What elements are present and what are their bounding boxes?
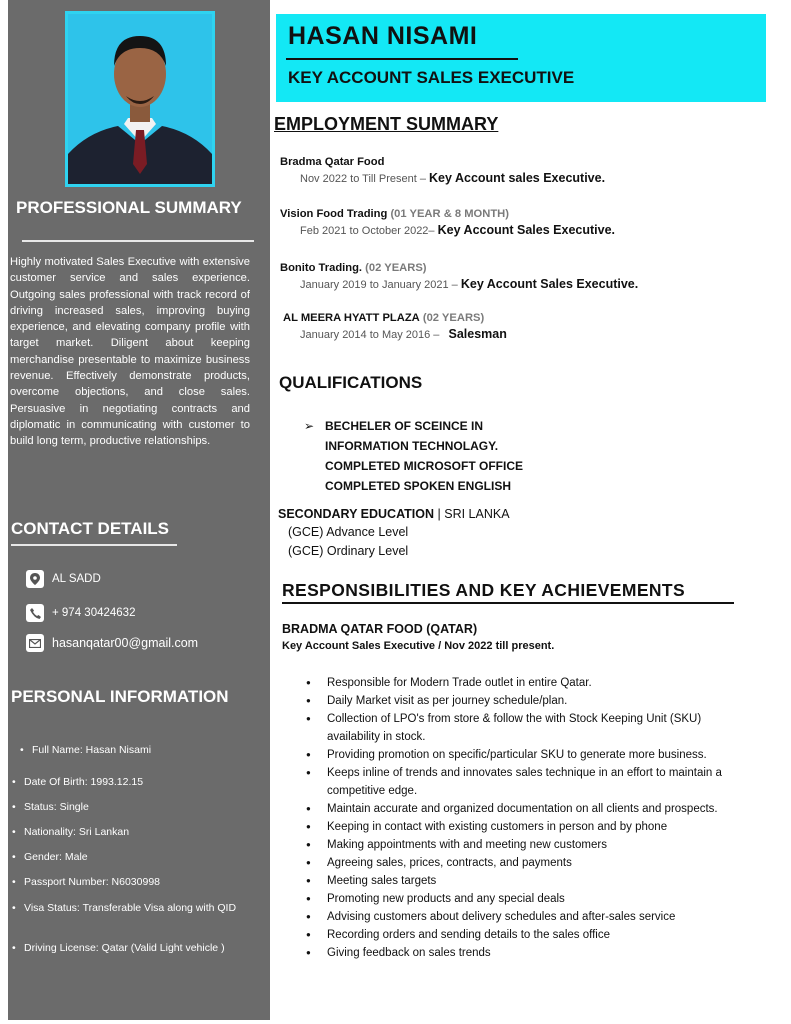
name-header	[276, 14, 766, 102]
list-item: ● Collection of LPO's from store & follow the with Stock Keeping Unit (SKU) availability in stock.	[306, 710, 756, 746]
list-item: ● Promoting new products and any special deals	[306, 890, 756, 908]
job-company: Vision Food Trading	[280, 208, 388, 220]
list-item: ● Giving feedback on sales trends	[306, 944, 756, 962]
phone-icon	[26, 604, 44, 622]
qualification-item: INFORMATION TECHNOLAGY.	[325, 439, 499, 453]
job-entry	[283, 312, 507, 341]
contact-location-text: AL SADD	[52, 573, 101, 585]
envelope-icon	[26, 634, 44, 652]
job-role: Key Account Sales Executive.	[460, 277, 639, 291]
responsibilities-divider	[282, 602, 734, 604]
personal-item: • Date Of Birth: 1993.12.15	[10, 776, 254, 788]
personal-heading: PERSONAL INFORMATION	[11, 687, 229, 706]
job-duration: (02 YEARS)	[422, 312, 485, 324]
secondary-label: SECONDARY EDUCATION	[278, 507, 435, 521]
job-dates: Nov 2022 to Till Present –	[300, 173, 426, 185]
employment-heading: EMPLOYMENT SUMMARY	[274, 114, 499, 134]
education-level: (GCE) Advance Level	[288, 525, 409, 539]
contact-phone-text: + 974 30424632	[52, 607, 136, 619]
job-dates: January 2019 to January 2021 –	[300, 279, 458, 291]
personal-item: • Nationality: Sri Lankan	[10, 826, 254, 838]
contact-location	[26, 570, 101, 588]
list-item: ● Maintain accurate and organized documentation on all clients and prospects.	[306, 800, 756, 818]
job-company: Bonito Trading.	[280, 262, 363, 274]
list-item: ● Agreeing sales, prices, contracts, and payments	[306, 854, 756, 872]
summary-text: Highly motivated Sales Executive with extensive customer service and sales experience. Outgoing sales professional with track record of driving increased sales, improving buying experience, and elevating company profile with target market. Diligent about keeping merchandise presentable to maximize business revenue. Effectively demonstrate products, overcome objections, and close sales. Persuasive in negotiating contracts and diplomatic in communicating with customer to build long term, productive relationships.	[10, 256, 250, 448]
list-item: ● Recording orders and sending details to the sales office	[306, 926, 756, 944]
job-dates: Feb 2021 to October 2022–	[300, 225, 435, 237]
personal-item: • Passport Number: N6030998	[10, 876, 254, 888]
personal-item: • Gender: Male	[10, 851, 254, 863]
personal-item: • Full Name: Hasan Nisami	[18, 744, 252, 756]
candidate-name: HASAN NISAMI	[288, 22, 478, 50]
list-item: ● Meeting sales targets	[306, 872, 756, 890]
job-company: Bradma Qatar Food	[280, 156, 385, 168]
personal-item: • Status: Single	[10, 801, 254, 813]
job-entry	[280, 156, 605, 185]
secondary-place: | SRI LANKA	[437, 507, 510, 521]
qualification-item: BECHELER OF SCEINCE IN	[325, 419, 484, 433]
job-dates-line	[283, 327, 507, 341]
responsibilities-heading: RESPONSIBILITIES AND KEY ACHIEVEMENTS	[282, 580, 686, 600]
qualification-item: COMPLETED SPOKEN ENGLISH	[325, 479, 512, 493]
qualification-item: COMPLETED MICROSOFT OFFICE	[325, 459, 523, 473]
job-duration: (01 YEAR & 8 MONTH)	[390, 208, 509, 220]
list-item: ● Advising customers about delivery schedules and after-sales service	[306, 908, 756, 926]
personal-item: • Visa Status: Transferable Visa along with QID	[10, 901, 249, 916]
job-role: Key Account sales Executive.	[429, 171, 606, 185]
job-dates-line	[280, 277, 638, 291]
list-item: ● Providing promotion on specific/particular SKU to generate more business.	[306, 746, 756, 764]
job-dates-line	[280, 223, 615, 237]
job-entry	[280, 208, 615, 237]
secondary-education	[278, 507, 510, 561]
name-divider	[286, 58, 518, 60]
list-item: ● Daily Market visit as per journey schedule/plan.	[306, 692, 756, 710]
contact-email[interactable]	[26, 634, 198, 652]
job-dates: January 2014 to May 2016 –	[300, 329, 440, 341]
summary-heading: PROFESSIONAL SUMMARY	[16, 198, 242, 217]
list-item: ● Keeps inline of trends and innovates sales technique in an effort to maintain a competitive edge.	[306, 764, 756, 800]
contact-phone	[26, 604, 135, 622]
arrow-bullet-icon: ➢	[304, 419, 315, 433]
contact-email-text[interactable]: hasanqatar00@gmail.com	[52, 636, 199, 650]
profile-photo	[65, 11, 215, 187]
candidate-title: KEY ACCOUNT SALES EXECUTIVE	[288, 68, 575, 87]
job-duration: (02 YEARS)	[365, 262, 427, 274]
qualifications-heading: QUALIFICATIONS	[279, 373, 423, 392]
education-level: (GCE) Ordinary Level	[288, 544, 409, 558]
responsibilities-role: Key Account Sales Executive / Nov 2022 till present.	[282, 640, 555, 652]
list-item: ● Responsible for Modern Trade outlet in entire Qatar.	[306, 674, 756, 692]
contact-divider	[11, 544, 177, 546]
responsibilities-company: BRADMA QATAR FOOD (QATAR)	[282, 622, 478, 636]
location-pin-icon	[26, 570, 44, 588]
summary-divider	[22, 240, 254, 242]
job-company: AL MEERA HYATT PLAZA	[283, 312, 420, 324]
personal-item: • Driving License: Qatar (Valid Light vehicle )	[10, 942, 254, 954]
job-role: Key Account Sales Executive.	[437, 223, 616, 237]
job-entry	[280, 262, 638, 291]
sidebar	[8, 0, 270, 1020]
job-role: Salesman	[448, 327, 507, 341]
qualification-list	[304, 416, 523, 496]
list-item: ● Keeping in contact with existing customers in person and by phone	[306, 818, 756, 836]
contact-heading: CONTACT DETAILS	[11, 519, 170, 538]
list-item: ● Making appointments with and meeting new customers	[306, 836, 756, 854]
job-dates-line	[280, 171, 605, 185]
responsibilities-list	[306, 674, 756, 962]
